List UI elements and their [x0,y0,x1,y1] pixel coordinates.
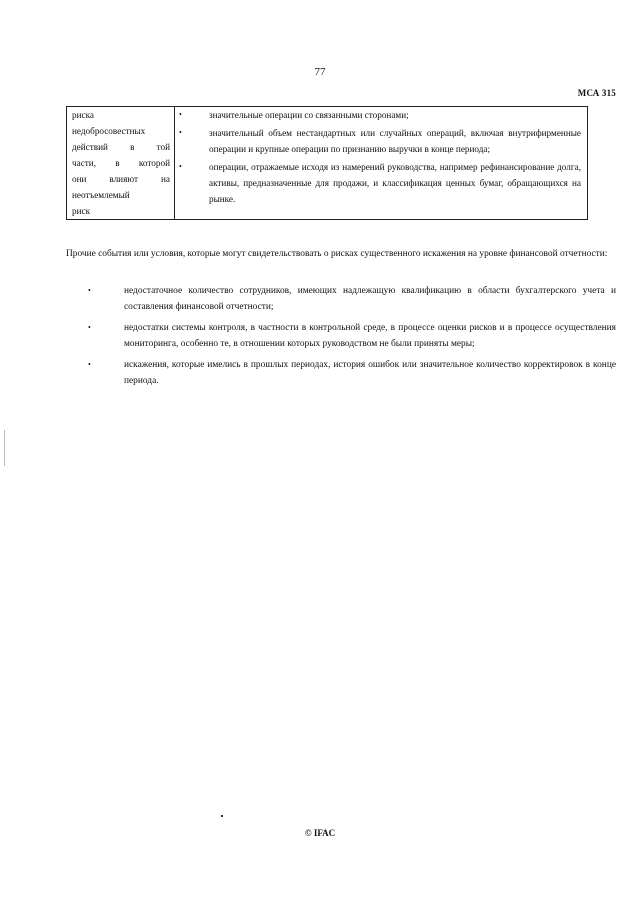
stray-dot-mark [221,815,223,817]
category-line: риска [72,110,94,120]
bullet-icon: • [88,286,91,295]
category-line: риск [72,206,91,216]
category-line: части, в которой [72,158,170,168]
list-item [175,125,581,157]
list-item [88,357,616,389]
list-item-text: операции, отражаемые исходя из намерений руководства, например рефинансирование долга, активы, предназначенные для продажи, и классификация ценных бумаг, обращающихся на рынке. [209,162,581,204]
list-item-text: искажения, которые имелись в прошлых периодах, история ошибок или значительное количество корректировок в конце периода. [124,360,616,386]
risk-factors-table [66,106,588,220]
list-item-text: значительный объем нестандартных или случайных операций, включая внутрифирменные операции и крупные операции по признанию выручки в конце периода; [209,128,581,154]
list-item [88,283,616,315]
copyright-footer: © IFAC [304,828,336,838]
category-line: недобросовестных [72,126,146,136]
table-row [67,107,588,220]
other-conditions-list [88,283,616,394]
category-line: действий в той [72,142,170,152]
bullet-icon: • [179,110,182,119]
intro-paragraph: Прочие события или условия, которые могут свидетельствовать о рисках существенного искажения на уровне финансовой отчетности: [66,249,608,259]
bullet-icon: • [88,323,91,332]
document-code: МСА 315 [577,88,616,98]
list-item-text: недостатки системы контроля, в частности в контрольной среде, в процессе оценки рисков и в процессе осуществления мониторинга, особенно те, в отношении которых руководством не были приняты меры; [124,323,616,349]
category-line: они влияют на [72,174,170,184]
bullet-icon: • [179,128,182,137]
risk-examples-cell [175,107,588,220]
list-item-text: недостаточное количество сотрудников, имеющих надлежащую квалификацию в области бухгалтерского учета и составления финансовой отчетности; [124,286,616,312]
list-item [88,320,616,352]
category-line: неотъемлемый [72,190,130,200]
list-item-text: значительные операции со связанными сторонами; [209,110,409,120]
page-number: 77 [314,66,326,78]
scan-edge-mark [4,430,5,466]
list-item [175,107,581,123]
list-item [175,159,581,207]
bullet-icon: • [179,162,182,171]
bullet-icon: • [88,360,91,369]
risk-category-cell [67,107,175,220]
